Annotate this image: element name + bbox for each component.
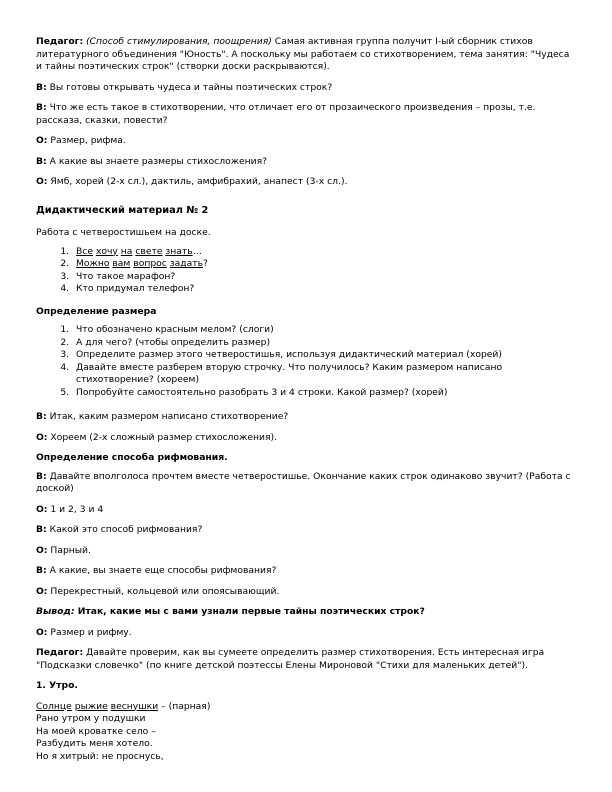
qa-line: В: А какие, вы знаете еще способы рифмования? — [36, 565, 277, 576]
list-item: 4. Давайте вместе разберем вторую строчку. Что получилось? Каким размером написано стихотворение? (хореем) — [72, 362, 576, 387]
qa-line: О: 1 и 2, 3 и 4 — [36, 503, 104, 515]
quatrain-list — [36, 246, 576, 296]
poem-line: Но я хитрый: не проснусь, — [36, 750, 164, 762]
list-item: 3. Что такое марафон? — [72, 271, 576, 284]
teacher-paragraph: Педагог: Давайте проверим, как вы сумеете определить размер стихотворения. Есть интересная игра "Подсказки словечко" (по книге детской поэтессы Елены Мироновой "Стихи для маленьких детей"). — [36, 647, 545, 671]
qa-line: О: Перекрестный, кольцевой или опоясывающий. — [36, 585, 280, 597]
section-intro: Работа с четверостишьем на доске. — [36, 227, 211, 238]
poem-line: На моей кроватке село – — [36, 725, 156, 737]
list-item: 1. Что обозначено красным мелом? (слоги) — [72, 324, 576, 337]
intro-italic: (Способ стимулирования, поощрения) — [86, 36, 272, 47]
qa-line: В: Какой это способ рифмования? — [36, 524, 203, 535]
qa-label: О: — [36, 176, 48, 187]
answer-line: О: Размер и рифму. — [36, 626, 132, 638]
qa-line — [36, 102, 576, 127]
poem-line: Солнце рыжие веснушки – (парная) — [36, 700, 211, 712]
section-heading: Дидактический материал № 2 — [36, 204, 209, 216]
poem-line: Рано утром у подушки — [36, 713, 146, 724]
list-item: 2. Можно вам вопрос задать? — [72, 258, 576, 271]
qa-line: В: Итак, каким размером написано стихотворение? — [36, 411, 289, 422]
section-heading: Определение способа рифмования. — [36, 452, 228, 463]
qa-text: Что же есть такое в стихотворении, что отличает его от прозаического произведения – прозы, т.е. рассказа, сказки, повести? — [36, 102, 536, 126]
list-item: 2. А для чего? (чтобы определить размер) — [72, 337, 576, 350]
qa-label: В: — [36, 81, 47, 93]
section-heading: Определение размера — [36, 305, 157, 317]
poem-line: Разбудить меня хотело. — [36, 738, 153, 749]
qa-line: О: Хореем (2-х сложный размер стихосложения). — [36, 431, 277, 443]
intro-text: Самая активная группа получит I-ый сборник стихов литературного объединения "Юность". А поскольку мы работаем со стихотворением, тема занятия: "Чудеса и тайны поэтических строк" (створки доски раскрываются). — [36, 36, 570, 72]
qa-line — [36, 156, 576, 169]
qa-line — [36, 135, 576, 148]
qa-line: О: Парный. — [36, 544, 91, 556]
qa-label: О: — [36, 135, 48, 146]
size-list — [36, 324, 576, 399]
qa-line — [36, 82, 576, 95]
poem — [36, 701, 576, 764]
list-item: 5. Попробуйте самостоятельно разобрать 3 и 4 строки. Какой размер? (хорей) — [72, 387, 576, 400]
qa-text: Размер, рифма. — [47, 135, 126, 146]
list-item: 3. Определите размер этого четверостишья, используя дидактический материал (хорей) — [72, 349, 576, 362]
list-item: 4. Кто придумал телефон? — [72, 283, 576, 296]
qa-line: В: Давайте вполголоса прочтем вместе четверостишье. Окончание каких строк одинаково звучит? (Работа с доской) — [36, 470, 571, 494]
speaker-label: Педагог: — [36, 36, 84, 47]
conclusion-line: Вывод: Итак, какие мы с вами узнали первые тайны поэтических строк? — [36, 606, 425, 617]
qa-label: В: — [36, 102, 47, 113]
qa-line — [36, 176, 576, 189]
poem-title: 1. Утро. — [36, 680, 78, 691]
qa-text: Вы готовы открывать чудеса и тайны поэтических строк? — [46, 81, 333, 93]
document-page — [36, 36, 576, 763]
intro-paragraph — [36, 36, 576, 74]
qa-text: А какие вы знаете размеры стихосложения? — [46, 155, 267, 167]
qa-label: В: — [36, 155, 47, 167]
list-item: 1. Все хочу на свете знать… — [72, 246, 576, 259]
qa-text: Ямб, хорей (2-х сл.), дактиль, амфибрахий, анапест (3-х сл.). — [47, 176, 348, 187]
